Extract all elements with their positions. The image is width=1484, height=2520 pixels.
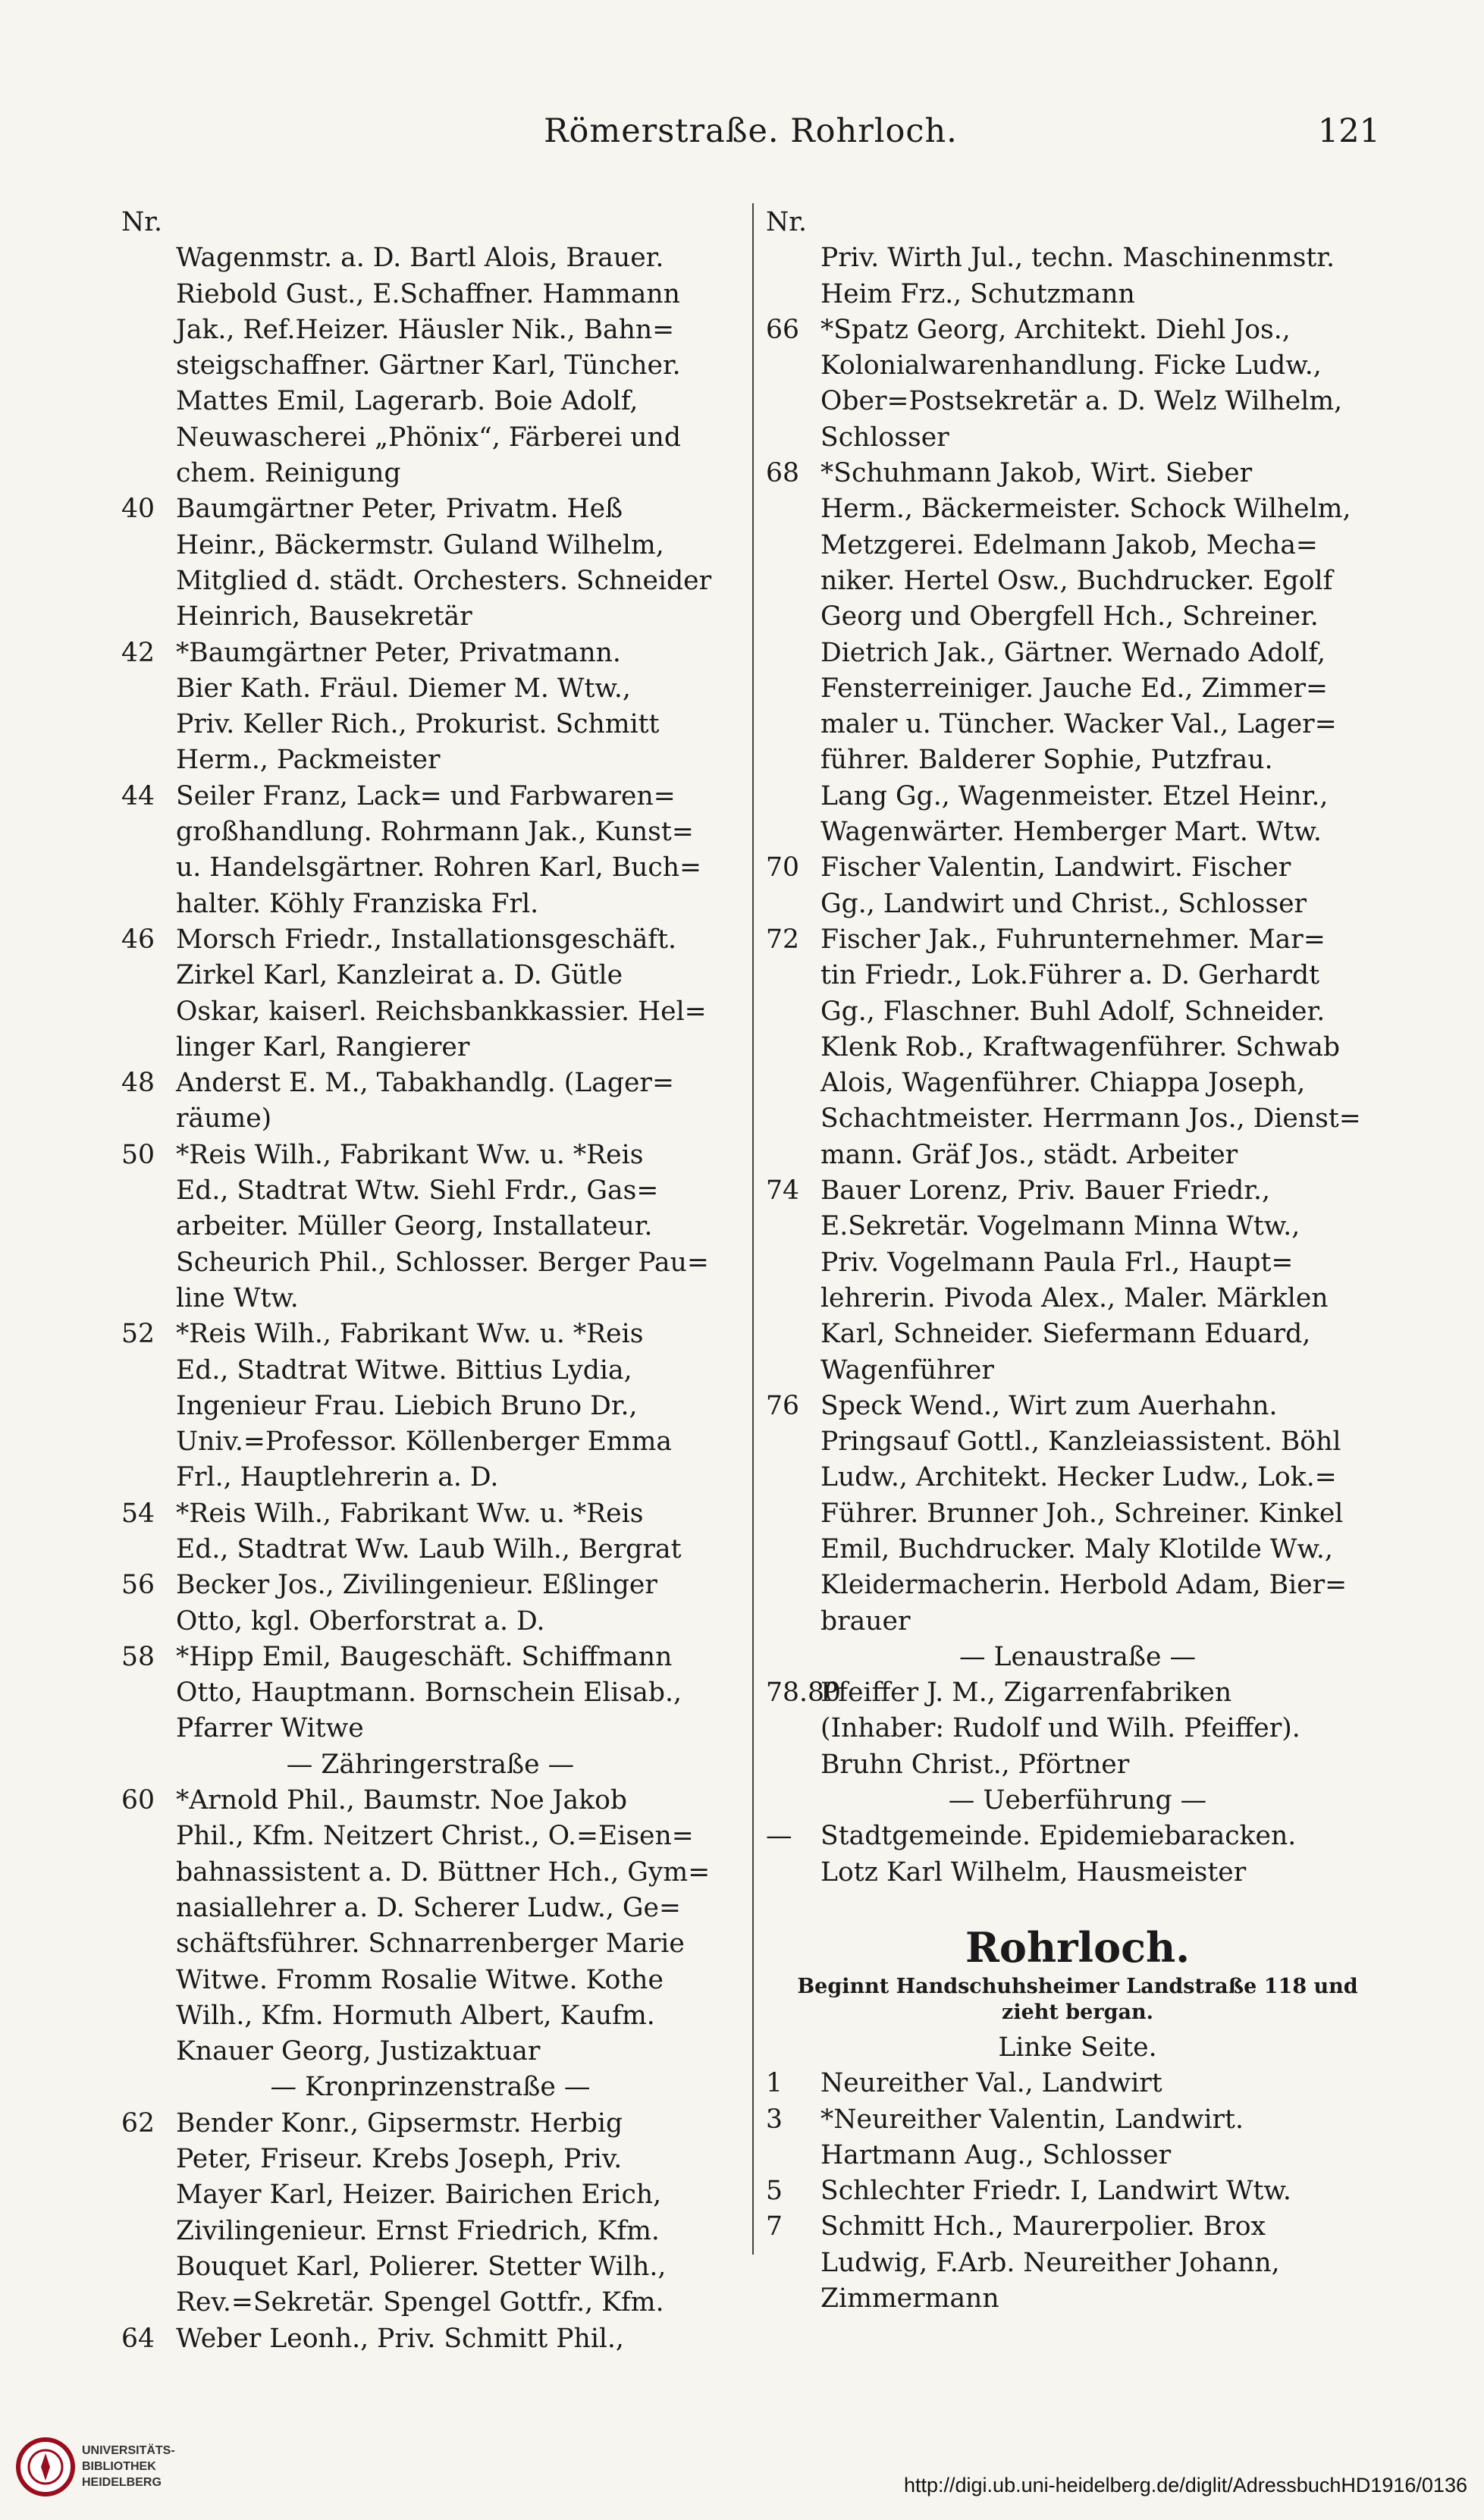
house-entry (766, 312, 1389, 456)
resident-line: Becker Jos., Zivilingenieur. Eßlinger (176, 1570, 657, 1601)
house-number: 56 (121, 1570, 155, 1601)
resident-line: Mayer Karl, Heizer. Bairichen Erich, (176, 2180, 662, 2211)
library-name (82, 2443, 175, 2490)
resident-line: Knauer Georg, Justizaktuar (176, 2036, 541, 2067)
resident-line: (Inhaber: Rudolf und Wilh. Pfeiffer). (820, 1713, 1300, 1744)
resident-line: halter. Köhly Franziska Frl. (176, 888, 539, 919)
resident-line: nasiallehrer a. D. Scherer Ludw., Ge= (176, 1892, 681, 1923)
house-entry (766, 2102, 1389, 2174)
house-number: 48 (121, 1068, 155, 1099)
house-entry (766, 1389, 1389, 1640)
house-entry (766, 2173, 1389, 2209)
resident-line: Ingenieur Frau. Liebich Bruno Dr., (176, 1390, 638, 1421)
resident-line: *Baumgärtner Peter, Privatmann. (176, 637, 621, 668)
resident-line: Herm., Bäckermeister. Schock Wilhelm, (820, 494, 1351, 525)
resident-line: Heinr., Bäckermstr. Guland Wilhelm, (176, 529, 664, 560)
resident-line: brauer (820, 1605, 911, 1637)
house-number: 50 (121, 1139, 155, 1170)
house-number: 62 (121, 2107, 155, 2139)
house-number: 54 (121, 1498, 155, 1529)
resident-line: Pfarrer Witwe (176, 1713, 364, 1744)
library-name-line: UNIVERSITÄTS- (82, 2444, 175, 2457)
resident-line: Priv. Vogelmann Paula Frl., Haupt= (820, 1247, 1294, 1278)
resident-line: führer. Balderer Sophie, Putzfrau. (820, 745, 1273, 776)
resident-line: Dietrich Jak., Gärtner. Wernado Adolf, (820, 637, 1326, 668)
resident-line: Jak., Ref.Heizer. Häusler Nik., Bahn= (176, 314, 675, 345)
resident-line: tin Friedr., Lok.Führer a. D. Gerhardt (820, 960, 1319, 991)
resident-line: *Hipp Emil, Baugeschäft. Schiffmann (176, 1641, 673, 1672)
resident-line: Otto, Hauptmann. Bornschein Elisab., (176, 1677, 682, 1709)
house-number: 1 (766, 2068, 783, 2099)
resident-line: maler u. Tüncher. Wacker Val., Lager= (820, 709, 1337, 740)
resident-line: Emil, Buchdrucker. Maly Klotilde Ww., (820, 1533, 1333, 1564)
house-entry (121, 1316, 739, 1495)
library-name-line: BIBLIOTHEK (82, 2460, 156, 2473)
resident-line: Karl, Schneider. Siefermann Eduard, (820, 1319, 1311, 1350)
section-description-line: Beginnt Handschuhsheimer Landstraße 118 und (797, 1974, 1358, 1998)
resident-line: Peter, Friseur. Krebs Joseph, Priv. (176, 2144, 623, 2175)
resident-line: *Spatz Georg, Architekt. Diehl Jos., (820, 314, 1291, 345)
section-title: Rohrloch. (965, 1922, 1191, 1972)
resident-line: lehrerin. Pivoda Alex., Maler. Märklen (820, 1282, 1329, 1313)
resident-line: Univ.=Professor. Köllenberger Emma (176, 1426, 673, 1458)
right-entries (766, 240, 1389, 1891)
resident-line: Pringsauf Gottl., Kanzleiassistent. Böhl (820, 1426, 1341, 1458)
column-heading: Nr. (766, 207, 807, 237)
resident-line: Bier Kath. Fräul. Diemer M. Wtw., (176, 673, 631, 704)
house-number: 58 (121, 1641, 155, 1672)
resident-line: Ed., Stadtrat Witwe. Bittius Lydia, (176, 1354, 632, 1386)
resident-line: Oskar, kaiserl. Reichsbankkassier. Hel= (176, 996, 707, 1027)
resident-line: Ed., Stadtrat Wtw. Siehl Frdr., Gas= (176, 1175, 659, 1207)
resident-line: Heinrich, Bausekretär (176, 601, 472, 632)
resident-line: Anderst E. M., Tabakhandlg. (Lager= (176, 1068, 674, 1099)
house-entry (121, 1496, 739, 1568)
resident-line: Seiler Franz, Lack= und Farbwaren= (176, 780, 676, 811)
house-entry (121, 1138, 739, 1316)
resident-line: E.Sekretär. Vogelmann Minna Wtw., (820, 1211, 1300, 1242)
resident-line: Scheurich Phil., Schlosser. Berger Pau= (176, 1247, 709, 1278)
resident-line: Mattes Emil, Lagerarb. Boie Adolf, (176, 386, 638, 417)
resident-line: Wilh., Kfm. Hormuth Albert, Kaufm. (176, 2000, 655, 2031)
resident-line: Wagenmstr. a. D. Bartl Alois, Brauer. (176, 243, 664, 274)
resident-line: Ludw., Architekt. Hecker Ludw., Lok.= (820, 1462, 1337, 1493)
house-number: 64 (121, 2323, 155, 2354)
resident-line: Alois, Wagenführer. Chiappa Joseph, (820, 1068, 1306, 1099)
section-description-line: zieht bergan. (1002, 2000, 1153, 2024)
page-header (121, 112, 1380, 158)
library-seal-icon (15, 2437, 76, 2497)
resident-line: Morsch Friedr., Installationsgeschäft. (176, 924, 676, 955)
resident-line: *Reis Wilh., Fabrikant Ww. u. *Reis (176, 1139, 644, 1170)
house-entry (121, 2321, 739, 2357)
resident-line: Fischer Jak., Fuhrunternehmer. Mar= (820, 924, 1326, 955)
resident-line: Fischer Valentin, Landwirt. Fischer (820, 852, 1291, 883)
resident-line: Georg und Obergfell Hch., Schreiner. (820, 601, 1319, 632)
house-number: 76 (766, 1390, 799, 1421)
resident-line: Frl., Hauptlehrerin a. D. (176, 1462, 499, 1493)
resident-line: Ludwig, F.Arb. Neureither Johann, (820, 2247, 1280, 2278)
resident-line: *Neureither Valentin, Landwirt. (820, 2104, 1244, 2135)
resident-line: Gg., Flaschner. Buhl Adolf, Schneider. (820, 996, 1326, 1027)
resident-line: Lang Gg., Wagenmeister. Etzel Heinr., (820, 780, 1329, 811)
resident-line: Pfeiffer J. M., Zigarrenfabriken (820, 1677, 1232, 1709)
house-number: 60 (121, 1785, 155, 1816)
street-subheading: — Zähringerstraße — (286, 1749, 575, 1780)
house-entry (766, 2209, 1389, 2317)
page-number: 121 (1317, 112, 1380, 150)
running-title: Römerstraße. Rohrloch. (544, 112, 958, 150)
house-number: 66 (766, 314, 799, 345)
resident-line: Bauer Lorenz, Priv. Bauer Friedr., (820, 1175, 1270, 1207)
resident-line: line Wtw. (176, 1282, 299, 1313)
resident-line: Metzgerei. Edelmann Jakob, Mecha= (820, 529, 1318, 560)
resident-line: Bouquet Karl, Polierer. Stetter Wilh., (176, 2251, 667, 2282)
left-column (121, 205, 739, 2357)
resident-line: Witwe. Fromm Rosalie Witwe. Kothe (176, 1964, 664, 1995)
resident-line: Priv. Keller Rich., Prokurist. Schmitt (176, 709, 660, 740)
resident-line: Schlechter Friedr. I, Landwirt Wtw. (820, 2176, 1291, 2207)
house-entry (121, 635, 739, 779)
house-entry (121, 1783, 739, 2070)
house-number: 72 (766, 924, 799, 955)
house-number: 44 (121, 780, 155, 811)
house-entry (121, 1640, 739, 1747)
resident-line: Kleidermacherin. Herbold Adam, Bier= (820, 1570, 1348, 1601)
resident-line: Hartmann Aug., Schlosser (820, 2139, 1172, 2170)
resident-line: chem. Reinigung (176, 458, 401, 489)
resident-line: Wagenwärter. Hemberger Mart. Wtw. (820, 817, 1322, 848)
library-name-line: HEIDELBERG (82, 2476, 162, 2489)
column-heading: Nr. (121, 207, 162, 237)
resident-line: *Reis Wilh., Fabrikant Ww. u. *Reis (176, 1319, 644, 1350)
resident-line: Ed., Stadtrat Ww. Laub Wilh., Bergrat (176, 1533, 682, 1564)
house-entry (121, 240, 739, 491)
resident-line: bahnassistent a. D. Büttner Hch., Gym= (176, 1856, 711, 1888)
resident-line: Otto, kgl. Oberforstrat a. D. (176, 1605, 545, 1637)
resident-line: Zivilingenieur. Ernst Friedrich, Kfm. (176, 2215, 660, 2246)
library-logo[interactable] (15, 2431, 190, 2503)
resident-line: *Arnold Phil., Baumstr. Noe Jakob (176, 1785, 628, 1816)
house-number: 3 (766, 2104, 783, 2135)
column-divider (752, 203, 754, 2255)
side-label: Linke Seite. (998, 2032, 1157, 2063)
section-description (766, 1974, 1389, 2026)
resident-line: Zirkel Karl, Kanzleirat a. D. Gütle (176, 960, 623, 991)
resident-line: Weber Leonh., Priv. Schmitt Phil., (176, 2323, 624, 2354)
resident-line: Fensterreiniger. Jauche Ed., Zimmer= (820, 673, 1328, 704)
resident-line: Ober=Postsekretär a. D. Welz Wilhelm, (820, 386, 1343, 417)
section-entries (766, 2066, 1389, 2317)
resident-line: Stadtgemeinde. Epidemiebaracken. (820, 1821, 1297, 1852)
resident-line: Rev.=Sekretär. Spengel Gottfr., Kfm. (176, 2287, 664, 2318)
resident-line: räume) (176, 1103, 272, 1134)
resident-line: schäftsführer. Schnarrenberger Marie (176, 1928, 685, 1960)
house-entry (121, 779, 739, 922)
resident-line: Speck Wend., Wirt zum Auerhahn. (820, 1390, 1278, 1421)
resident-line: Zimmermann (820, 2283, 999, 2314)
house-number: 46 (121, 924, 155, 955)
house-number: 68 (766, 458, 799, 489)
house-entry (766, 922, 1389, 1173)
house-entry (766, 240, 1389, 312)
right-column (766, 205, 1389, 2317)
house-entry (121, 491, 739, 635)
house-entry (121, 1065, 739, 1138)
house-number: 42 (121, 637, 155, 668)
house-number: 74 (766, 1175, 799, 1207)
house-entry (121, 922, 739, 1065)
resident-line: niker. Hertel Osw., Buchdrucker. Egolf (820, 565, 1333, 596)
house-entry (766, 850, 1389, 922)
house-number: 78.80 (766, 1677, 841, 1709)
house-entry (766, 2066, 1389, 2101)
resident-line: *Reis Wilh., Fabrikant Ww. u. *Reis (176, 1498, 644, 1529)
resident-line: Mitglied d. städt. Orchesters. Schneider (176, 565, 712, 596)
street-subheading: — Kronprinzenstraße — (270, 2072, 591, 2103)
house-entry (121, 1568, 739, 1640)
resident-line: Lotz Karl Wilhelm, Hausmeister (820, 1856, 1247, 1888)
resident-line: Bruhn Christ., Pförtner (820, 1749, 1130, 1780)
resident-line: Schlosser (820, 422, 949, 453)
house-number: 5 (766, 2176, 783, 2207)
resident-line: linger Karl, Rangierer (176, 1031, 470, 1062)
house-entry (121, 2106, 739, 2321)
resident-line: Schmitt Hch., Maurerpolier. Brox (820, 2211, 1266, 2242)
resident-line: Herm., Packmeister (176, 745, 441, 776)
street-subheading: — Lenaustraße — (958, 1641, 1197, 1672)
house-entry (766, 1675, 1389, 1783)
resident-line: Phil., Kfm. Neitzert Christ., O.=Eisen= (176, 1821, 694, 1852)
house-entry (766, 1819, 1389, 1891)
house-entry (766, 1173, 1389, 1389)
resident-line: Heim Frz., Schutzmann (820, 278, 1135, 309)
resident-line: Klenk Rob., Kraftwagenführer. Schwab (820, 1031, 1340, 1062)
source-url[interactable]: http://digi.ub.uni-heidelberg.de/diglit/AdressbuchHD1916/0136 (903, 2474, 1467, 2496)
resident-line: mann. Gräf Jos., städt. Arbeiter (820, 1139, 1238, 1170)
resident-line: steigschaffner. Gärtner Karl, Tüncher. (176, 350, 681, 381)
house-number: 40 (121, 494, 155, 525)
resident-line: arbeiter. Müller Georg, Installateur. (176, 1211, 653, 1242)
resident-line: Neuwascherei „Phönix“, Färberei und (176, 422, 681, 453)
resident-line: Neureither Val., Landwirt (820, 2068, 1162, 2099)
house-number: 7 (766, 2211, 783, 2242)
resident-line: *Schuhmann Jakob, Wirt. Sieber (820, 458, 1253, 489)
resident-line: u. Handelsgärtner. Rohren Karl, Buch= (176, 852, 701, 883)
resident-line: Riebold Gust., E.Schaffner. Hammann (176, 278, 680, 309)
resident-line: Gg., Landwirt und Christ., Schlosser (820, 888, 1307, 919)
house-number: — (766, 1821, 792, 1852)
house-number: 70 (766, 852, 799, 883)
resident-line: Schachtmeister. Herrmann Jos., Dienst= (820, 1103, 1361, 1134)
house-number: 52 (121, 1319, 155, 1350)
resident-line: Führer. Brunner Joh., Schreiner. Kinkel (820, 1498, 1344, 1529)
resident-line: Priv. Wirth Jul., techn. Maschinenmstr. (820, 243, 1335, 274)
resident-line: Bender Konr., Gipsermstr. Herbig (176, 2107, 623, 2139)
street-subheading: — Ueberführung — (948, 1785, 1207, 1816)
resident-line: Baumgärtner Peter, Privatm. Heß (176, 494, 623, 525)
resident-line: Wagenführer (820, 1354, 994, 1386)
resident-line: großhandlung. Rohrmann Jak., Kunst= (176, 817, 694, 848)
resident-line: Kolonialwarenhandlung. Ficke Ludw., (820, 350, 1322, 381)
house-entry (766, 456, 1389, 850)
